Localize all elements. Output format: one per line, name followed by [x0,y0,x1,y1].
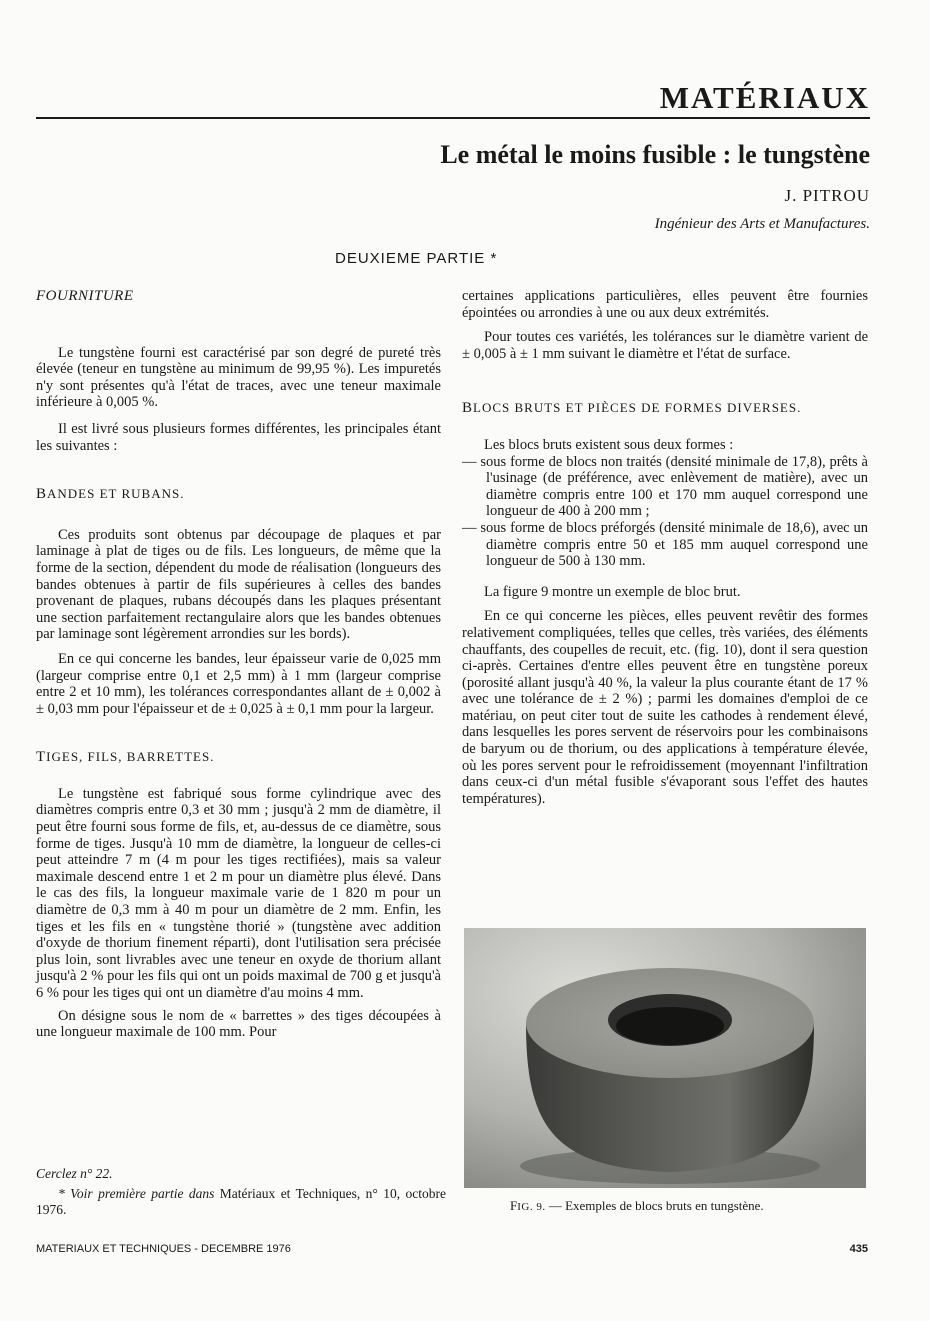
footer-journal: MATERIAUX ET TECHNIQUES - DECEMBRE 1976 [36,1243,291,1255]
paragraph: En ce qui concerne les pièces, elles peuvent revêtir des formes relativement compliquées, telles que celles, très variées, des éléments chauffants, des coupelles de recuit, etc. (fig. 10), dont il sera question ci-après. Certaines d'entre elles peuvent être en tungstène poreux (porosité allant jusqu'à 40 %, la valeur la plus courante étant de 17 % avec une tolérance de ± 2 %) ; parmi les domaines d'emploi de ce matériau, on peut citer tout de suite les cathodes à rendement élevé, dans lesquelles les pores servent de réservoirs pour les combinaisons de baryum ou de thorium, ou des applications à température élevée, où les pores servent pour le refroidissement (moyennant l'infiltration dans ceux-ci d'un métal fusible s'évaporant sous l'effet des hautes températures). [462,608,868,807]
footnote-star-text: Matériaux et Techniques, n° 10, octobre 1976. [36,1186,446,1217]
left-column [36,288,441,1041]
footnote [36,1166,446,1218]
subheading-blocs [462,400,868,417]
subheading-initial: B [462,400,474,417]
subheading-bandes [36,486,441,503]
paragraph: On désigne sous le nom de « barrettes » des tiges découpées à une longueur maximale de 100 mm. Pour [36,1007,441,1041]
caption-label-initial: F [510,1198,518,1213]
right-column [462,288,868,807]
subheading-tiges [36,749,441,766]
footnote-star-italic: * Voir première partie dans [58,1186,215,1201]
subheading-initial: T [36,749,47,766]
author-affiliation: Ingénieur des Arts et Manufactures. [654,216,870,232]
part-label: DEUXIEME PARTIE * [335,250,498,267]
paragraph: Pour toutes ces variétés, les tolérances sur le diamètre varient de ± 0,005 à ± 1 mm suivant le diamètre et l'état de surface. [462,329,868,362]
paragraph: certaines applications particulières, elles peuvent être fournies épointées ou arrondies à une ou aux deux extrémités. [462,288,868,321]
header-rule [36,117,870,119]
paragraph: En ce qui concerne les bandes, leur épaisseur varie de 0,025 mm (largeur comprise entre 0,1 et 2,5 mm) à 1 mm (largeur comprise entre 2 et 10 mm), les tolérances correspondantes allant de ± 0,002 à ± 0,03 mm pour l'épaisseur et de ± 0,025 à ± 0,1 mm pour la largeur. [36,650,441,717]
article-title: Le métal le moins fusible : le tungstène [440,140,870,169]
figure-photo [464,928,866,1188]
dash-item: — sous forme de blocs non traités (densité minimale de 17,8), prêts à l'usinage (de préférence, avec enlèvement de matière), avec un diamètre compris entre 100 et 170 mm auquel correspond une longueur de 400 à 200 mm ; [462,453,868,520]
paragraph: Ces produits sont obtenus par découpage de plaques et par laminage à plat de tiges ou de fils. Les longueurs, de même que la forme de la section, dépendent du mode de réalisation (longueurs des bandes obtenues à partir de fils supérieures à celles des bandes provenant de plaques, rubans découpés dans les plaques présentant une section parfaitement rectangulaire alors que les bandes obtenues par laminage sont légèrement arrondies sur les bords). [36,526,441,643]
section-heading: FOURNITURE [36,288,134,304]
subheading-text: ANDES ET RUBANS. [47,486,185,502]
footnote-star [36,1186,446,1218]
block-bore-inner [616,1007,724,1045]
figure-caption [510,1198,764,1214]
subheading-text: IGES, FILS, BARRETTES. [46,749,215,765]
subheading-text: LOCS BRUTS ET PIÈCES DE FORMES DIVERSES. [473,400,802,416]
subheading-initial: B [36,486,48,503]
paragraph: Le tungstène est fabriqué sous forme cylindrique avec des diamètres compris entre 0,3 et 30 mm ; jusqu'à 2 mm de diamètre, il peut être fourni sous forme de fils, et, au-dessus de ce diamètre, sous forme de tiges. Jusqu'à 10 mm de diamètre, la longueur de celles-ci peut atteindre 7 m (4 m pour les tiges rectifiées), mais sa valeur maximale descend entre 1 et 2 m pour un diamètre plus élevé. Dans le cas des fils, la longueur maximale varie de 1 820 m pour un diamètre de 0,3 mm à 40 m pour un diamètre de 2 mm. Enfin, les tiges et les fils en « tungstène thorié » (tungstène avec addition d'oxyde de thorium finement réparti), dont l'utilisation sera précisée plus loin, sont livrables avec une teneur en oxyde de thorium allant jusqu'à 2 % pour les fils qui ont un poids maximal de 700 g et jusqu'à 6 % pour les tiges qui ont un diamètre d'au moins 4 mm. [36,785,441,1001]
paragraph: Il est livré sous plusieurs formes différentes, les principales étant les suivantes : [36,420,441,454]
caption-text: — Exemples de blocs bruts en tungstène. [545,1198,764,1213]
caption-label-rest: IG. 9. [517,1201,546,1213]
paragraph: La figure 9 montre un exemple de bloc brut. [484,583,741,600]
dash-item: — sous forme de blocs préforgés (densité minimale de 18,6), avec un diamètre compris entre 50 et 185 mm auquel correspond une longueur de 500 à 130 mm. [462,519,868,570]
tungsten-block-image [464,928,866,1188]
section-label: MATÉRIAUX [659,80,870,115]
paragraph: Le tungstène fourni est caractérisé par son degré de pureté très élevée (teneur en tungstène au minimum de 99,95 %). Les impuretés n'y sont présentes qu'à l'état de traces, avec une teneur maximale inférieure à 0,005 %. [36,344,441,411]
author: J. PITROU [784,186,870,205]
footnote-cercle: Cerclez n° 22. [36,1166,113,1181]
page-number: 435 [849,1243,868,1255]
paragraph: Les blocs bruts existent sous deux formes : [484,436,734,453]
